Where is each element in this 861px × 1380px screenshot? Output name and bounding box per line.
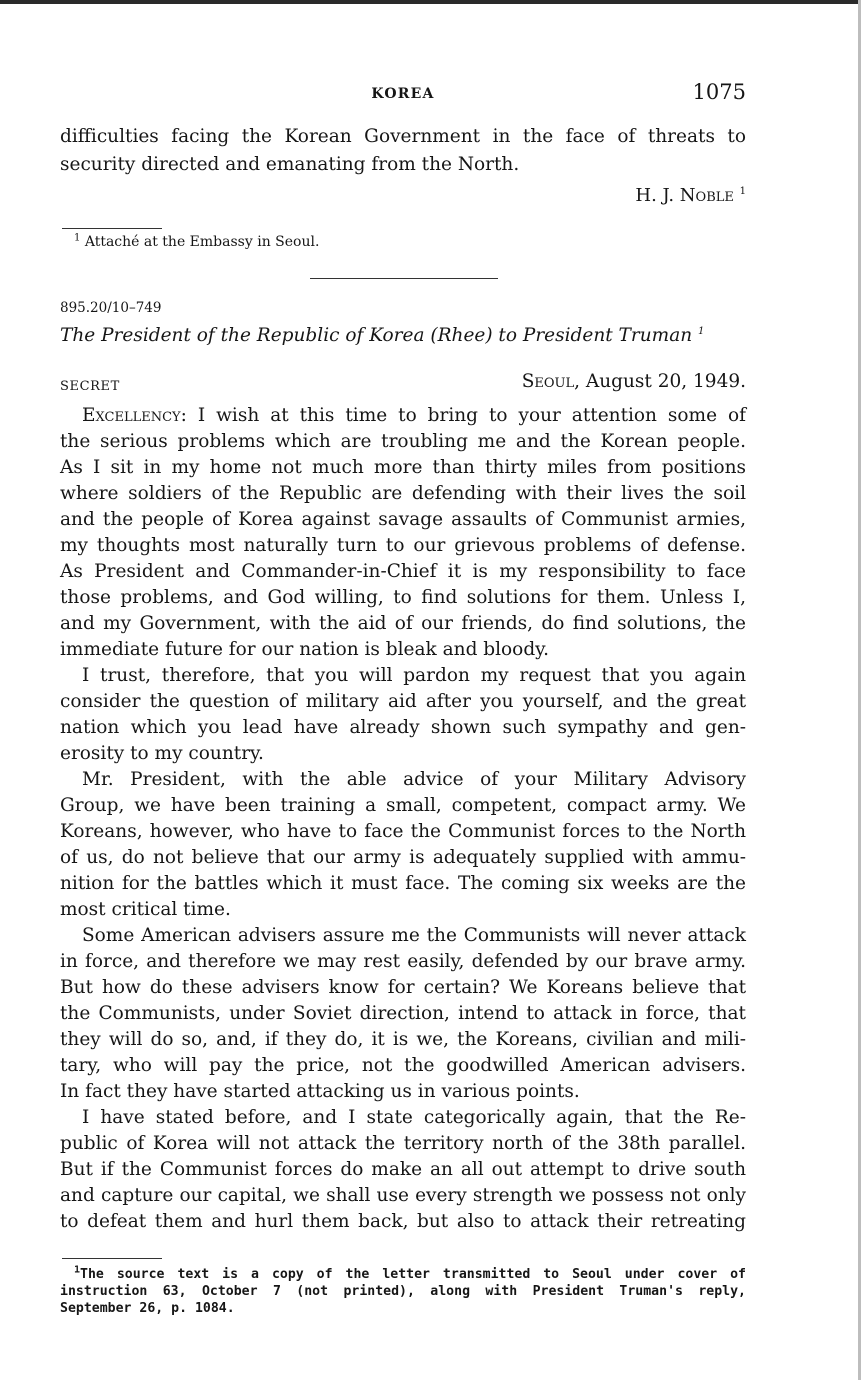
dateline-date: , August 20, 1949.	[574, 371, 746, 392]
body-line-text: : I wish at this time to bring to your attention some of	[180, 405, 746, 426]
body-line: In fact they have started attacking us in various points.	[60, 1081, 580, 1102]
body-line: the Communists, under Soviet direction, intend to attack in force, that	[60, 1003, 746, 1024]
body-line: most critical time.	[60, 899, 231, 920]
body-line: tary, who will pay the price, not the goodwilled American advisers.	[60, 1055, 746, 1076]
body-line: and my Government, with the aid of our friends, do find solutions, the	[60, 613, 746, 634]
body-line: consider the question of military aid after you yourself, and the great	[60, 691, 746, 712]
body-line: in force, and therefore we may rest easily, defended by our brave army.	[60, 951, 746, 972]
body-line: erosity to my country.	[60, 743, 264, 764]
carryover-line-2: security directed and emanating from the North.	[60, 154, 520, 175]
body-line: Koreans, however, who have to face the Communist forces to the North	[60, 821, 746, 842]
body-line: those problems, and God willing, to find solutions for them. Unless I,	[60, 587, 746, 608]
body-line: where soldiers of the Republic are defending with their lives the soil	[60, 483, 746, 504]
dateline-place: Seoul	[521, 371, 575, 392]
footnote-rule-2	[62, 1258, 162, 1259]
signature-initials: H. J.	[635, 185, 680, 206]
signature-footnote-marker: 1	[739, 186, 746, 197]
body-line: of us, do not believe that our army is adequately supplied with ammu-	[60, 847, 746, 868]
body-line: they will do so, and, if they do, it is we, the Koreans, civilian and mili-	[60, 1029, 746, 1050]
body-line: to defeat them and hurl them back, but also to attack their retreating	[60, 1211, 746, 1232]
carryover-line-1: difficulties facing the Korean Government in the face of threats to	[60, 126, 746, 147]
document-file-number: 895.20/10–749	[60, 300, 162, 316]
body-line: and the people of Korea against savage assaults of Communist armies,	[60, 509, 746, 530]
body-line: immediate future for our nation is bleak and bloody.	[60, 639, 550, 660]
footnote-1-text: Attaché at the Embassy in Seoul.	[84, 234, 320, 250]
footnote-2-line: September 26, p. 1084.	[60, 1301, 235, 1316]
dateline	[522, 371, 746, 392]
document-title	[60, 325, 746, 346]
footnote-rule-1	[62, 228, 162, 229]
document-title-footnote-marker: 1	[698, 325, 705, 337]
footnote-2-line: instruction 63, October 7 (not printed), along with President Truman's reply,	[60, 1284, 746, 1299]
running-title: KOREA	[371, 86, 435, 102]
body-line: my thoughts most naturally turn to our grievous problems of defense.	[60, 535, 746, 556]
classification-label: SECRET	[60, 379, 120, 394]
document-title-text: The President of the Republic of Korea (Rhee) to President Truman	[60, 325, 693, 346]
footnote-1-marker: 1	[74, 232, 81, 244]
body-line: nition for the battles which it must face. The coming six weeks are the	[60, 873, 746, 894]
body-line: I have stated before, and I state categorically again, that the Re-	[82, 1107, 746, 1128]
signature-surname: Noble	[679, 185, 734, 206]
body-line: As President and Commander-in-Chief it is my responsibility to face	[60, 561, 746, 582]
footnote-2-marker: 1	[74, 1264, 81, 1276]
page-top-edge	[0, 0, 861, 4]
salutation: Excellency	[82, 405, 181, 426]
body-line	[60, 403, 746, 429]
signature	[635, 185, 746, 206]
body-line: As I sit in my home not much more than thirty miles from positions	[60, 457, 746, 478]
body-line: Mr. President, with the able advice of your Military Advisory	[82, 769, 746, 790]
body-line: the serious problems which are troubling me and the Korean people.	[60, 431, 746, 452]
body-line: But how do these advisers know for certain? We Koreans believe that	[60, 977, 746, 998]
body-line: public of Korea will not attack the territory north of the 38th parallel.	[60, 1133, 746, 1154]
running-header	[60, 80, 746, 110]
body-line: Some American advisers assure me the Communists will never attack	[82, 925, 746, 946]
section-divider	[310, 278, 498, 279]
body-line: But if the Communist forces do make an all out attempt to drive south	[60, 1159, 746, 1180]
body-line: Group, we have been training a small, competent, compact army. We	[60, 795, 746, 816]
body-line: nation which you lead have already shown such sympathy and gen-	[60, 717, 746, 738]
footnote-2-text: The source text is a copy of the letter transmitted to Seoul under cover of	[80, 1267, 746, 1282]
body-line: and capture our capital, we shall use every strength we possess not only	[60, 1185, 746, 1206]
page-number: 1075	[692, 80, 746, 104]
footnote-2-line	[60, 1266, 746, 1283]
body-line: I trust, therefore, that you will pardon my request that you again	[82, 665, 746, 686]
footnote-1	[74, 234, 319, 250]
